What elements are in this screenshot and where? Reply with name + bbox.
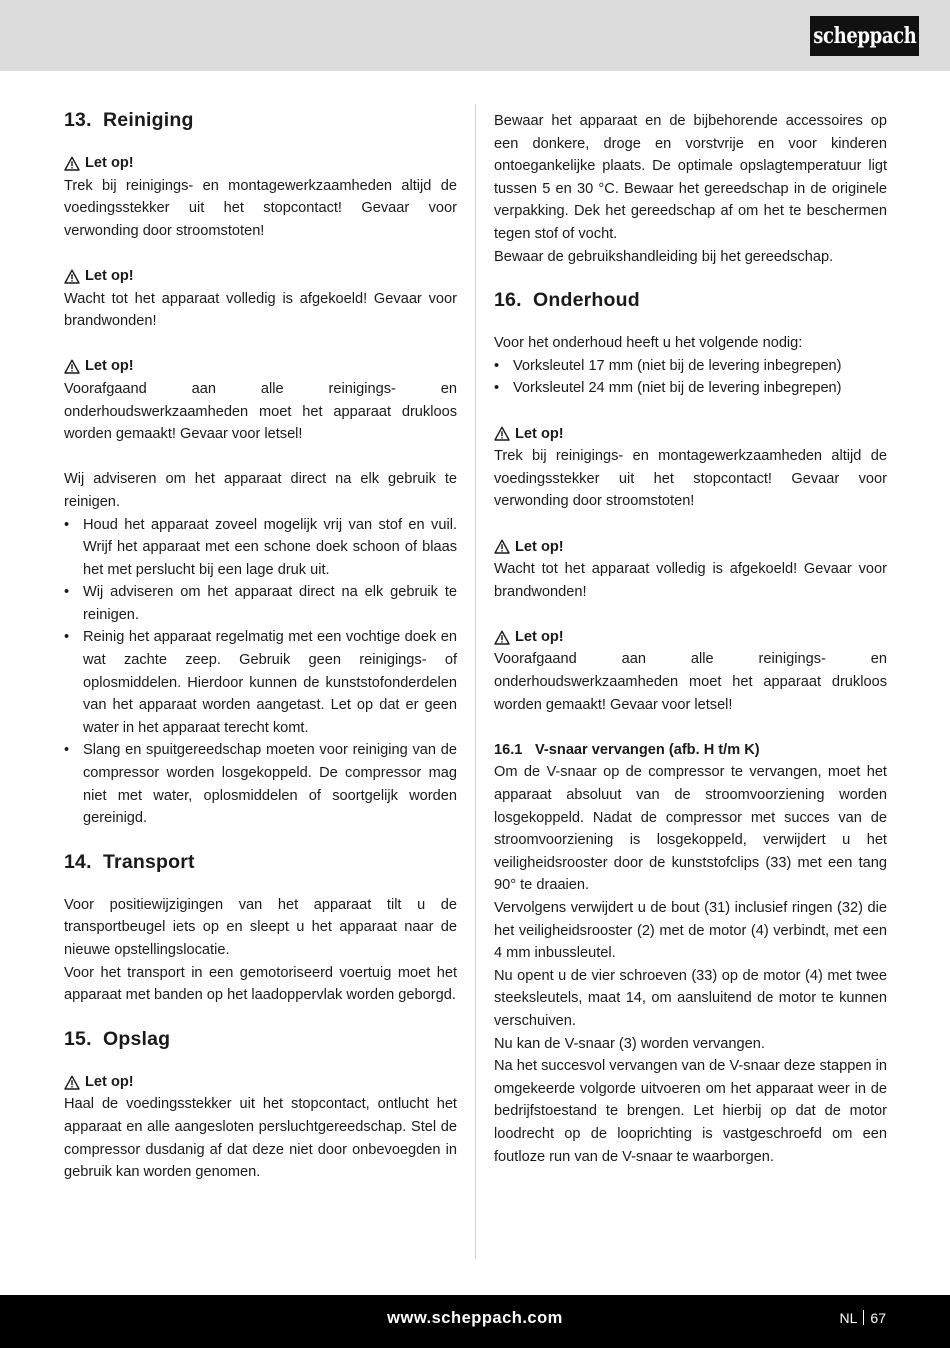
section-number: 13. (64, 109, 92, 131)
list-item: • Wij adviseren om het apparaat direct na elk gebruik te reinigen. (64, 584, 457, 623)
warning-label (64, 265, 457, 288)
warning-triangle-icon (494, 539, 510, 554)
warning-triangle-icon (64, 269, 80, 284)
right-column (494, 110, 887, 1168)
section-title: Opslag (103, 1027, 171, 1050)
tools-list (494, 355, 887, 400)
section-number: 16. (494, 289, 522, 312)
warning-triangle-icon (494, 630, 510, 645)
column-divider (475, 104, 476, 1259)
warning-triangle-icon (494, 426, 510, 441)
list-item-text: Vorksleutel 24 mm (niet bij de levering inbegrepen) (513, 380, 842, 397)
warning-label-text: Let op! (515, 425, 564, 442)
warning-label-text: Let op! (85, 1073, 134, 1090)
warning-label (494, 536, 887, 559)
list-item: • Vorksleutel 24 mm (niet bij de levering inbegrepen) (494, 380, 842, 397)
section-16-heading (494, 288, 887, 312)
paragraph: Bewaar de gebruikshandleiding bij het gereedschap. (494, 248, 834, 265)
website-url: www.scheppach.com (387, 1309, 563, 1327)
warning-label (64, 1071, 457, 1094)
list-item-text: Wij adviseren om het apparaat direct na elk gebruik te reinigen. (83, 584, 457, 623)
cleaning-list (64, 514, 457, 830)
section-13-heading (64, 108, 457, 132)
page-number: 67 (870, 1310, 886, 1326)
page-info (840, 1310, 886, 1326)
list-item: • Slang en spuitgereedschap moeten voor reiniging van de compressor worden losgekoppeld. De compressor mag niet met water, oplosmiddelen of soortgelijk worden gereinigd. (64, 742, 457, 827)
paragraph: Voor het transport in een gemotoriseerd voertuig moet het apparaat met banden op het laadoppervlak worden geborgd. (64, 964, 457, 1004)
section-number: 14. (64, 850, 92, 873)
paragraph: Na het succesvol vervangen van de V-snaar deze stappen in omgekeerde volgorde uitvoeren om het apparaat weer in de bedrijfstoestand te brengen. Let hierbij op dat de motor loodrecht op de looprichting is vastgeschroefd om een foutloze run van de V-snaar te waarborgen. (494, 1058, 887, 1165)
section-title: Transport (103, 850, 195, 873)
warning-label-text: Let op! (85, 155, 134, 171)
warning-text: Voorafgaand aan alle reinigings- en onderhoudswerkzaamheden moet het apparaat drukloos worden gemaakt! Gevaar voor letsel! (494, 651, 887, 713)
warning-label (64, 152, 457, 175)
paragraph: Nu opent u de vier schroeven (33) op de motor (4) met twee steeksleutels, maat 14, om aansluitend de motor te kunnen verschuiven. (494, 967, 887, 1029)
subsection-16-1-heading (494, 739, 887, 762)
warning-label (64, 355, 457, 378)
section-title: Reiniging (103, 109, 194, 131)
paragraph: Vervolgens verwijdert u de bout (31) inclusief ringen (32) die het veiligheidsrooster (2) met de motor (4) verbindt, met een 4 mm inbussleutel. (494, 900, 887, 962)
left-column (64, 108, 457, 1184)
warning-text: Wacht tot het apparaat volledig is afgekoeld! Gevaar voor brandwonden! (494, 561, 887, 600)
list-item-text: Vorksleutel 17 mm (niet bij de levering inbegrepen) (513, 357, 842, 374)
warning-triangle-icon (64, 156, 80, 171)
brand-logo (810, 16, 919, 56)
warning-text: Wacht tot het apparaat volledig is afgekoeld! Gevaar voor brandwonden! (64, 290, 457, 330)
list-item: • Reinig het apparaat regelmatig met een vochtige doek en wat zachte zeep. Gebruik geen reinigings- of oplosmiddelen. Hierdoor kunnen de kunststofonderdelen van het apparaat worden aangetast. Let op dat er geen water in het apparaat terecht komt. (64, 629, 457, 736)
warning-text: Trek bij reinigings- en montagewerkzaamheden altijd de voedingsstekker uit het stopcontact! Gevaar voor verwonding door stroomstoten! (64, 177, 457, 239)
warning-label-text: Let op! (85, 358, 134, 375)
warning-text: Voorafgaand aan alle reinigings- en onderhoudswerkzaamheden moet het apparaat drukloos worden gemaakt! Gevaar voor letsel! (64, 380, 457, 443)
language-code: NL (839, 1310, 858, 1326)
warning-triangle-icon (64, 1075, 80, 1090)
list-item-text: Houd het apparaat zoveel mogelijk vrij van stof en vuil. Wrijf het apparaat met een schone doek schoon of blaas het met perslucht bij een lage druk uit. (83, 516, 457, 578)
warning-label-text: Let op! (85, 267, 134, 284)
paragraph: Om de V-snaar op de compressor te vervangen, moet het apparaat absoluut van de stroomvoorziening worden losgekoppeld. Nadat de compressor met succes van de stroomvoorziening is losgekoppeld, verwijdert u het veiligheidsrooster door de kunststofclips (33) met een tang 90° te draaien. (494, 764, 887, 894)
list-item: • Houd het apparaat zoveel mogelijk vrij van stof en vuil. Wrijf het apparaat met een schone doek schoon of blaas het met perslucht bij een lage druk uit. (64, 516, 457, 578)
paragraph: Voor positiewijzigingen van het apparaat tilt u de transportbeugel iets op en sleept u het apparaat naar de nieuwe opstellingslocatie. (64, 896, 457, 958)
section-15-heading (64, 1027, 457, 1051)
paragraph: Nu kan de V-snaar (3) worden vervangen. (494, 1035, 765, 1052)
list-item-text: Reinig het apparaat regelmatig met een vochtige doek en wat zachte zeep. Gebruik geen reinigings- of oplosmiddelen. Hierdoor kunnen de kunststofonderdelen van het apparaat worden aangetast. Let op dat er geen water in het apparaat terecht komt. (83, 629, 457, 736)
subsection-title: V-snaar vervangen (afb. H t/m K) (535, 741, 760, 758)
warning-label-text: Let op! (515, 538, 564, 555)
section-title: Onderhoud (533, 289, 640, 312)
warning-text: Trek bij reinigings- en montagewerkzaamheden altijd de voedingsstekker uit het stopcontact! Gevaar voor verwonding door stroomstoten! (494, 448, 887, 510)
paragraph: Bewaar het apparaat en de bijbehorende accessoires op een donkere, droge en vorstvrije en voor kinderen ontoegankelijke plaats. De optimale opslagtemperatuur ligt tussen 5 en 30 °C. Bewaar het gereedschap in de originele verpakking. Dek het gereedschap af om het te beschermen tegen stof of vocht. (494, 113, 887, 242)
warning-label-text: Let op! (515, 628, 564, 645)
warning-label (494, 423, 887, 446)
footer-bar (0, 1295, 950, 1348)
logo-text: scheppach (812, 23, 917, 49)
separator (863, 1310, 864, 1325)
subsection-number: 16.1 (494, 741, 523, 758)
section-number: 15. (64, 1027, 92, 1050)
header-bar (0, 0, 950, 71)
paragraph: Voor het onderhoud heeft u het volgende nodig: (494, 335, 803, 352)
section-14-heading (64, 850, 457, 874)
warning-label (494, 626, 887, 649)
list-item: • Vorksleutel 17 mm (niet bij de levering inbegrepen) (494, 357, 842, 374)
paragraph: Wij adviseren om het apparaat direct na elk gebruik te reinigen. (64, 471, 457, 510)
list-item-text: Slang en spuitgereedschap moeten voor reiniging van de compressor worden losgekoppeld. De compressor mag niet met water, oplosmiddelen of soortgelijk worden gereinigd. (83, 742, 457, 827)
warning-text: Haal de voedingsstekker uit het stopcontact, ontlucht het apparaat en alle aangesloten persluchtgereedschap. Stel de compressor dusdanig af dat deze niet door onbevoegden in gebruik kan worden genomen. (64, 1096, 457, 1181)
warning-triangle-icon (64, 359, 80, 374)
